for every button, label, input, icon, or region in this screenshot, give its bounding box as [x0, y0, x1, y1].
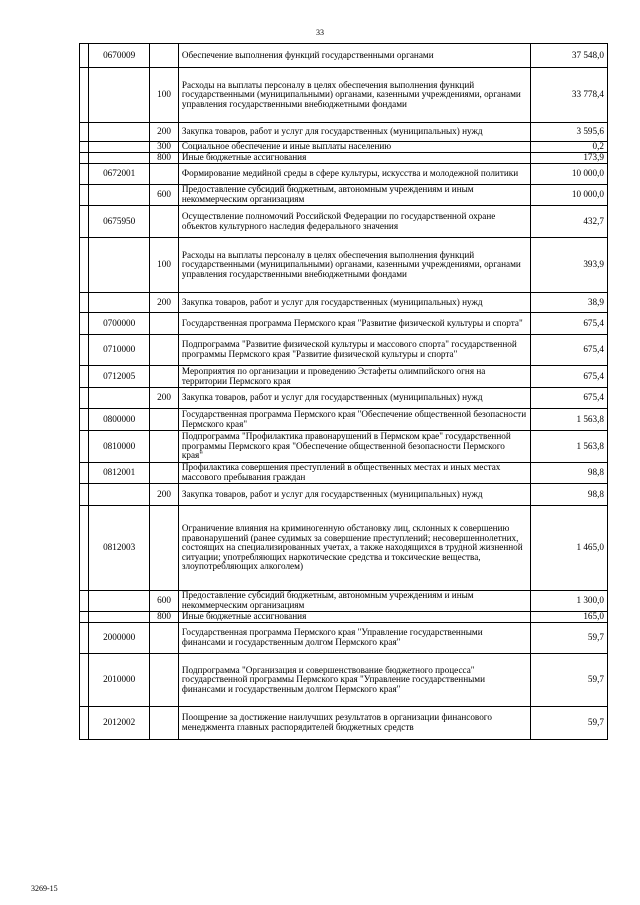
amount-cell: 432,7	[530, 206, 607, 238]
blank-cell	[80, 591, 89, 612]
table-row	[80, 484, 608, 506]
expense-type-cell: 600	[150, 185, 179, 206]
blank-cell	[80, 431, 89, 463]
amount-cell: 38,9	[530, 293, 607, 313]
blank-cell	[80, 206, 89, 238]
blank-cell	[80, 707, 89, 740]
expense-type-cell	[150, 206, 179, 238]
description-cell: Расходы на выплаты персоналу в целях обеспечения выполнения функций государственными (муниципальными) органами, казенными учреждениями, органами управления государственными внебюджетными фондами	[178, 238, 530, 293]
expense-type-cell	[150, 707, 179, 740]
description-cell: Закупка товаров, работ и услуг для государственных (муниципальных) нужд	[178, 484, 530, 506]
expense-type-cell: 200	[150, 123, 179, 142]
description-cell: Осуществление полномочий Российской Федерации по государственной охране объектов культурного наследия федерального значения	[178, 206, 530, 238]
blank-cell	[80, 238, 89, 293]
table-row	[80, 623, 608, 654]
table-row	[80, 591, 608, 612]
blank-cell	[80, 335, 89, 366]
description-cell: Предоставление субсидий бюджетным, автономным учреждениям и иным некоммерческим организациям	[178, 591, 530, 612]
expense-type-cell	[150, 313, 179, 335]
table-row	[80, 409, 608, 431]
amount-cell: 1 465,0	[530, 506, 607, 591]
amount-cell: 675,4	[530, 313, 607, 335]
expense-type-cell	[150, 335, 179, 366]
description-cell: Закупка товаров, работ и услуг для государственных (муниципальных) нужд	[178, 293, 530, 313]
description-cell: Государственная программа Пермского края "Управление государственными финансами и государственным долгом Пермского края"	[178, 623, 530, 654]
target-code-cell	[89, 484, 150, 506]
description-cell: Закупка товаров, работ и услуг для государственных (муниципальных) нужд	[178, 388, 530, 409]
table-row	[80, 123, 608, 142]
description-cell: Предоставление субсидий бюджетным, автономным учреждениям и иным некоммерческим организациям	[178, 185, 530, 206]
amount-cell: 173,9	[530, 153, 607, 164]
table-row	[80, 142, 608, 153]
description-cell: Поощрение за достижение наилучших результатов в организации финансового менеджмента главных распорядителей бюджетных средств	[178, 707, 530, 740]
table-row	[80, 335, 608, 366]
table-row	[80, 654, 608, 707]
description-cell: Ограничение влияния на криминогенную обстановку лиц, склонных к совершению правонарушений (ранее судимых за совершение преступлений; несовершеннолетних, состоящих на специализированных учетах, а также находящихся в трудной жизненной ситуации; употребляющих наркотические средства и токсические вещества, злоупотребляющих алкоголем)	[178, 506, 530, 591]
table-row	[80, 293, 608, 313]
blank-cell	[80, 313, 89, 335]
page-number: 33	[316, 28, 324, 37]
table-row	[80, 164, 608, 185]
description-cell: Социальное обеспечение и иные выплаты населению	[178, 142, 530, 153]
target-code-cell	[89, 591, 150, 612]
target-code-cell	[89, 185, 150, 206]
blank-cell	[80, 623, 89, 654]
table-row	[80, 506, 608, 591]
expense-type-cell: 300	[150, 142, 179, 153]
expense-type-cell	[150, 623, 179, 654]
table-row	[80, 463, 608, 484]
blank-cell	[80, 366, 89, 388]
expense-type-cell: 800	[150, 612, 179, 623]
blank-cell	[80, 409, 89, 431]
amount-cell: 98,8	[530, 484, 607, 506]
description-cell: Профилактика совершения преступлений в общественных местах и иных местах массового пребывания граждан	[178, 463, 530, 484]
expense-type-cell	[150, 409, 179, 431]
description-cell: Подпрограмма "Организация и совершенствование бюджетного процесса" государственной программы Пермского края "Управление государственными финансами и государственным долгом Пермского края"	[178, 654, 530, 707]
target-code-cell	[89, 68, 150, 123]
table-row	[80, 388, 608, 409]
expense-type-cell: 600	[150, 591, 179, 612]
expense-type-cell	[150, 44, 179, 68]
target-code-cell: 0675950	[89, 206, 150, 238]
expense-type-cell	[150, 463, 179, 484]
target-code-cell: 2010000	[89, 654, 150, 707]
description-cell: Обеспечение выполнения функций государственными органами	[178, 44, 530, 68]
blank-cell	[80, 142, 89, 153]
description-cell: Государственная программа Пермского края "Обеспечение общественной безопасности Пермского края"	[178, 409, 530, 431]
description-cell: Иные бюджетные ассигнования	[178, 153, 530, 164]
table-row	[80, 238, 608, 293]
target-code-cell: 0812001	[89, 463, 150, 484]
amount-cell: 1 563,8	[530, 431, 607, 463]
description-cell: Расходы на выплаты персоналу в целях обеспечения выполнения функций государственными (муниципальными) органами, казенными учреждениями, органами управления государственными внебюджетными фондами	[178, 68, 530, 123]
amount-cell: 165,0	[530, 612, 607, 623]
target-code-cell	[89, 388, 150, 409]
blank-cell	[80, 185, 89, 206]
target-code-cell: 0670009	[89, 44, 150, 68]
amount-cell: 675,4	[530, 366, 607, 388]
blank-cell	[80, 506, 89, 591]
blank-cell	[80, 484, 89, 506]
target-code-cell: 0812003	[89, 506, 150, 591]
expense-type-cell	[150, 654, 179, 707]
expense-type-cell: 800	[150, 153, 179, 164]
table-row	[80, 44, 608, 68]
blank-cell	[80, 612, 89, 623]
document-code: 3269-15	[31, 884, 58, 893]
table-body	[80, 44, 608, 740]
amount-cell: 1 563,8	[530, 409, 607, 431]
table-row	[80, 185, 608, 206]
expense-type-cell: 200	[150, 484, 179, 506]
amount-cell: 675,4	[530, 388, 607, 409]
blank-cell	[80, 388, 89, 409]
table-row	[80, 431, 608, 463]
amount-cell: 37 548,0	[530, 44, 607, 68]
blank-cell	[80, 153, 89, 164]
amount-cell: 0,2	[530, 142, 607, 153]
target-code-cell: 0712005	[89, 366, 150, 388]
description-cell: Подпрограмма "Профилактика правонарушений в Пермском крае" государственной программы Пермского края "Обеспечение общественной безопасности Пермского края"	[178, 431, 530, 463]
table-row	[80, 612, 608, 623]
amount-cell: 59,7	[530, 623, 607, 654]
table-row	[80, 313, 608, 335]
amount-cell: 10 000,0	[530, 164, 607, 185]
description-cell: Иные бюджетные ассигнования	[178, 612, 530, 623]
amount-cell: 33 778,4	[530, 68, 607, 123]
table-row	[80, 366, 608, 388]
expense-type-cell	[150, 366, 179, 388]
amount-cell: 59,7	[530, 654, 607, 707]
amount-cell: 10 000,0	[530, 185, 607, 206]
description-cell: Закупка товаров, работ и услуг для государственных (муниципальных) нужд	[178, 123, 530, 142]
amount-cell: 3 595,6	[530, 123, 607, 142]
table-row	[80, 153, 608, 164]
blank-cell	[80, 654, 89, 707]
target-code-cell: 0700000	[89, 313, 150, 335]
budget-table	[79, 43, 608, 740]
target-code-cell	[89, 153, 150, 164]
amount-cell: 1 300,0	[530, 591, 607, 612]
amount-cell: 675,4	[530, 335, 607, 366]
blank-cell	[80, 123, 89, 142]
blank-cell	[80, 463, 89, 484]
expense-type-cell	[150, 431, 179, 463]
description-cell: Государственная программа Пермского края "Развитие физической культуры и спорта"	[178, 313, 530, 335]
expense-type-cell: 200	[150, 293, 179, 313]
target-code-cell	[89, 238, 150, 293]
description-cell: Подпрограмма "Развитие физической культуры и массового спорта" государственной программы Пермского края "Развитие физической культуры и спорта"	[178, 335, 530, 366]
target-code-cell: 2000000	[89, 623, 150, 654]
amount-cell: 59,7	[530, 707, 607, 740]
blank-cell	[80, 293, 89, 313]
target-code-cell	[89, 293, 150, 313]
blank-cell	[80, 164, 89, 185]
target-code-cell: 0800000	[89, 409, 150, 431]
amount-cell: 98,8	[530, 463, 607, 484]
expense-type-cell: 100	[150, 238, 179, 293]
table-row	[80, 68, 608, 123]
description-cell: Формирование медийной среды в сфере культуры, искусства и молодежной политики	[178, 164, 530, 185]
blank-cell	[80, 44, 89, 68]
table-row	[80, 206, 608, 238]
target-code-cell: 2012002	[89, 707, 150, 740]
description-cell: Мероприятия по организации и проведению Эстафеты олимпийского огня на территории Пермского края	[178, 366, 530, 388]
target-code-cell	[89, 612, 150, 623]
target-code-cell	[89, 142, 150, 153]
table-row	[80, 707, 608, 740]
target-code-cell: 0672001	[89, 164, 150, 185]
target-code-cell: 0810000	[89, 431, 150, 463]
expense-type-cell: 200	[150, 388, 179, 409]
target-code-cell: 0710000	[89, 335, 150, 366]
expense-type-cell: 100	[150, 68, 179, 123]
amount-cell: 393,9	[530, 238, 607, 293]
target-code-cell	[89, 123, 150, 142]
blank-cell	[80, 68, 89, 123]
expense-type-cell	[150, 506, 179, 591]
expense-type-cell	[150, 164, 179, 185]
